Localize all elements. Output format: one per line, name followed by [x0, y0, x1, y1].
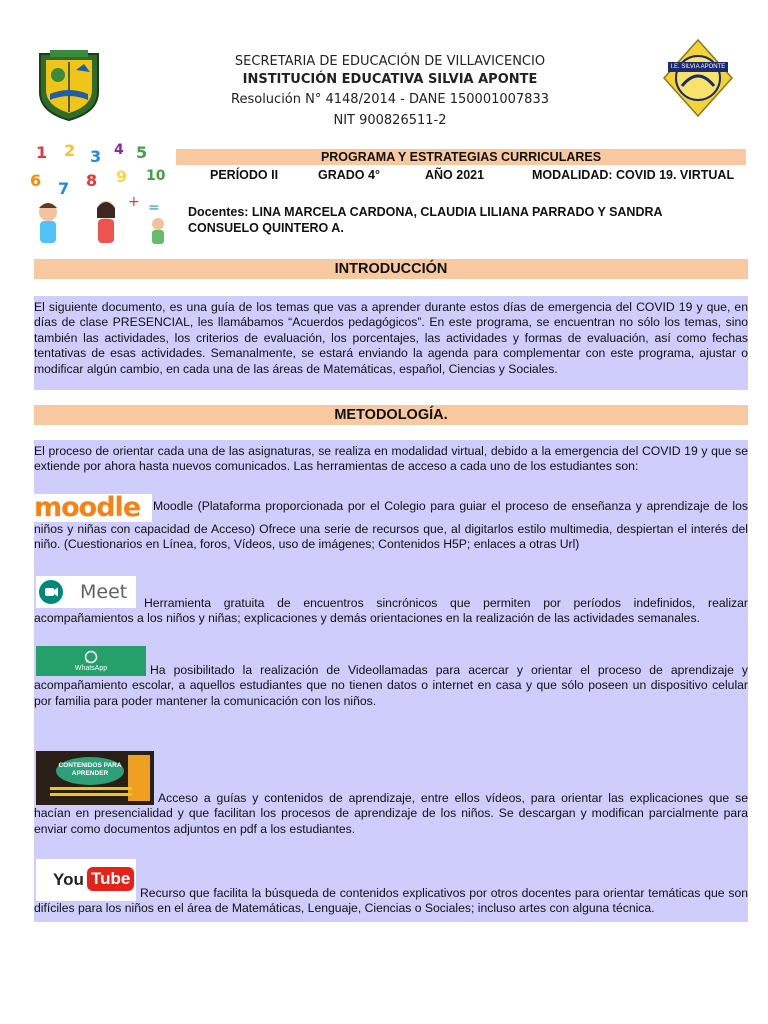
meet-text: Herramienta gratuita de encuentros sincrónicos que permiten por períodos indefinidos, realizar acompañamientos a los niños y niñas; explicaciones y demás orientaciones en la realización de las actividades semanales.	[34, 596, 748, 626]
svg-text:10: 10	[146, 168, 166, 184]
svg-text:8: 8	[86, 171, 98, 190]
svg-text:2: 2	[64, 141, 76, 160]
periodo-label: PERÍODO II	[210, 168, 279, 182]
school-logo-right	[660, 38, 736, 118]
anio-label: AÑO 2021	[425, 168, 485, 182]
contenidos-text: Acceso a guías y contenidos de aprendizaje, entre ellos vídeos, para orientar las explicaciones que se hacían en presencialidad y que facilitan los procesos de aprendizaje de los niños. Se descargan y modifican parcialmente para enviar como documentos adjuntos en pdf a los estudiantes.	[34, 791, 748, 836]
grado-label: GRADO 4°	[318, 168, 380, 182]
youtube-logo-tube: Tube	[87, 867, 134, 891]
youtube-logo-you: You	[53, 870, 84, 889]
svg-text:7: 7	[58, 179, 70, 198]
youtube-text: Recurso que facilita la búsqueda de contenidos explicativos por otros docentes para orientar temáticas que son difíciles para los niños en el área de Matemáticas, Lenguaje, Ciencias o Sociales; incluso artes con alguna técnica.	[34, 886, 748, 916]
right-logo-text: I.E. SILVIA APONTE	[670, 64, 726, 70]
metodologia-heading: METODOLOGÍA.	[334, 407, 448, 423]
modalidad-label: MODALIDAD: COVID 19. VIRTUAL	[532, 168, 735, 182]
meet-logo-text: Meet	[80, 581, 128, 603]
intro-heading: INTRODUCCIÓN	[334, 261, 448, 277]
whatsapp-logo-text: WhatsApp	[74, 665, 108, 672]
svg-text:1: 1	[36, 143, 48, 162]
moodle-item	[34, 494, 748, 553]
svg-text:=: =	[148, 200, 160, 216]
header-institucion: INSTITUCIÓN EDUCATIVA SILVIA APONTE	[242, 72, 538, 87]
whatsapp-text: Ha posibilitado la realización de Videollamadas para acercar y orientar el proceso de aprendizaje y acompañamiento escolar, a aquellos estudiantes que no tienen datos o internet en casa y que sólo poseen un dispositivo celular por familia para poder mantener la comunicación con los niños.	[34, 663, 748, 708]
contenidos-logo-text: CONTENIDOS PARA APRENDER	[58, 762, 122, 777]
docentes-label: Docentes: LINA MARCELA CARDONA, CLAUDIA LILIANA PARRADO Y SANDRA CONSUELO QUINTERO A.	[188, 205, 663, 235]
svg-text:4: 4	[114, 142, 124, 158]
header-resolucion: Resolución N° 4148/2014 - DANE 150001007833	[231, 92, 549, 107]
svg-text:+: +	[128, 194, 140, 210]
intro-text: El siguiente documento, es una guía de los temas que vas a aprender durante estos días de emergencia del COVID 19 y que, en días de clase PRESENCIAL, les llamábamos “Acuerdos pedagógicos”. En este programa, se encuentran no sólo los temas, sino también las actividades, los criterios de evaluación, los porcentajes, las actividades y formas de evaluación, así como fechas tentativas de esas actividades. Semanalmente, se estará enviando la agenda para complementar con este programa, ajustar o modificar algún cambio, en cada una de las áreas de Matemáticas, español, Ciencias y Sociales.	[34, 300, 748, 376]
svg-text:6: 6	[30, 171, 42, 190]
metodologia-text: El proceso de orientar cada una de las asignaturas, se realiza en modalidad virtual, debido a la emergencia del COVID 19 y que se extiende por ahora hasta nuevos comunicados. Las herramientas de acceso a cada uno de los estudiantes son:	[34, 444, 748, 474]
svg-text:3: 3	[90, 147, 102, 166]
kids-numbers-illustration	[28, 140, 174, 248]
header-secretaria: SECRETARIA DE EDUCACIÓN DE VILLAVICENCIO	[234, 54, 546, 69]
header-nit: NIT 900826511-2	[333, 113, 447, 128]
moodle-logo-text: moodle	[34, 492, 141, 523]
program-title: PROGRAMA Y ESTRATEGIAS CURRICULARES	[320, 150, 602, 164]
svg-text:5: 5	[136, 143, 148, 162]
svg-text:9: 9	[116, 167, 128, 186]
school-crest-left	[36, 48, 102, 122]
whatsapp-icon	[84, 650, 98, 664]
moodle-logo[interactable]	[34, 494, 152, 522]
moodle-text: Moodle (Plataforma proporcionada por el Colegio para guiar el proceso de enseñanza y aprendizaje de los niños y niñas con capacidad de Acceso) Ofrece una serie de recursos que, al digitarlos estilo multimedia, despiertan el interés del niño. (Cuestionarios en Línea, foros, Vídeos, uso de imágenes; Contenidos H5P; enlaces a otras Url)	[34, 499, 748, 552]
moodle-paragraph	[34, 494, 748, 553]
